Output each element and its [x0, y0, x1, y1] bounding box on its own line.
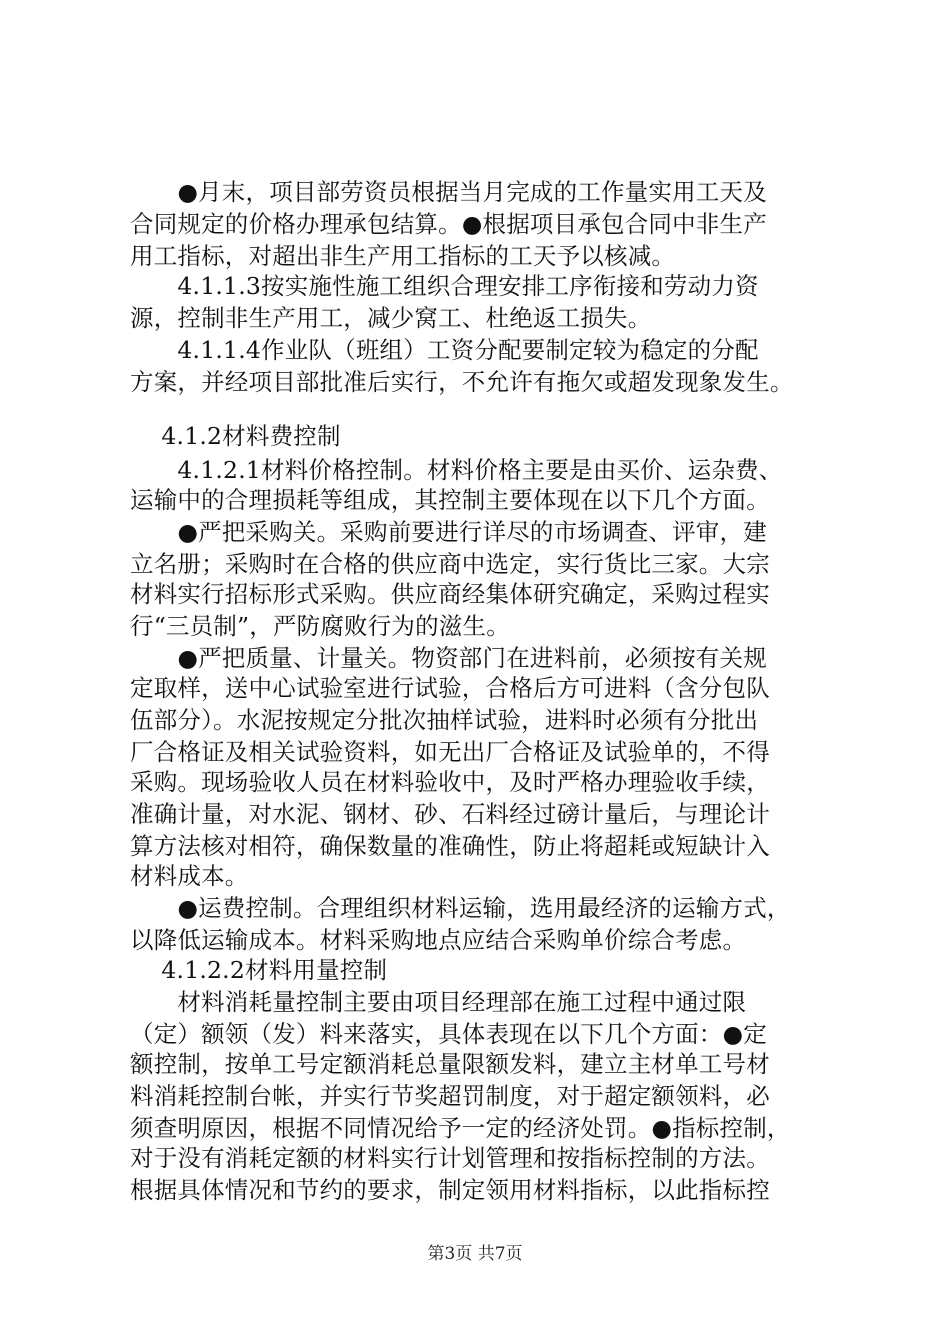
- text-line: 用工指标，对超出非生产用工指标的工天予以核减。: [130, 242, 676, 270]
- text-line: ●月末，项目部劳资员根据当月完成的工作量实用工天及: [130, 178, 767, 206]
- text-line: 采购。现场验收人员在材料验收中，及时严格办理验收手续，: [130, 768, 770, 796]
- text-line: 行“三员制”，严防腐败行为的滋生。: [130, 612, 510, 640]
- text-line: 根据具体情况和节约的要求，制定领用材料指标，以此指标控: [130, 1176, 770, 1204]
- text-line: ●严把采购关。采购前要进行详尽的市场调查、评审，建: [130, 518, 767, 546]
- text-line: 定取样，送中心试验室进行试验，合格后方可进料（含分包队: [130, 674, 770, 702]
- text-line: ●严把质量、计量关。物资部门在进料前，必须按有关规: [130, 644, 767, 672]
- text-line: 厂合格证及相关试验资料，如无出厂合格证及试验单的，不得: [130, 738, 770, 766]
- text-line: 额控制，按单工号定额消耗总量限额发料，建立主材单工号材: [130, 1050, 770, 1078]
- text-line: 材料实行招标形式采购。供应商经集体研究确定，采购过程实: [130, 580, 770, 608]
- section-heading: 4.1.2材料费控制: [130, 422, 341, 450]
- text-line: 运输中的合理损耗等组成，其控制主要体现在以下几个方面。: [130, 486, 770, 514]
- text-line: 伍部分）。水泥按规定分批次抽样试验，进料时必须有分批出: [130, 706, 759, 734]
- text-line: ●运费控制。合理组织材料运输，选用最经济的运输方式，: [130, 894, 791, 922]
- text-line: （定）额领（发）料来落实，具体表现在以下几个方面：●定: [130, 1020, 767, 1048]
- page-number-footer: 第3页 共7页: [427, 1244, 523, 1264]
- text-line: 以降低运输成本。材料采购地点应结合采购单价综合考虑。: [130, 926, 747, 954]
- text-line: 4.1.2.1材料价格控制。材料价格主要是由买价、运杂费、: [130, 456, 783, 484]
- text-line: 准确计量，对水泥、钢材、砂、石料经过磅计量后，与理论计: [130, 800, 770, 828]
- text-line: 源，控制非生产用工，减少窝工、杜绝返工损失。: [130, 304, 652, 332]
- text-line: 材料成本。: [130, 862, 249, 890]
- text-line: 合同规定的价格办理承包结算。●根据项目承包合同中非生产: [130, 210, 767, 238]
- text-line: 料消耗控制台帐，并实行节奖超罚制度，对于超定额领料，必: [130, 1082, 770, 1110]
- text-line: 算方法核对相符，确保数量的准确性，防止将超耗或短缺计入: [130, 832, 770, 860]
- text-line: 对于没有消耗定额的材料实行计划管理和按指标控制的方法。: [130, 1144, 770, 1172]
- text-line: 4.1.1.4作业队（班组）工资分配要制定较为稳定的分配: [130, 336, 759, 364]
- text-line: 4.1.1.3按实施性施工组织合理安排工序衔接和劳动力资: [130, 272, 759, 300]
- text-line: 方案，并经项目部批准后实行，不允许有拖欠或超发现象发生。: [130, 368, 794, 396]
- text-line: 材料消耗量控制主要由项目经理部在施工过程中通过限: [130, 988, 747, 1016]
- text-line: 立名册；采购时在合格的供应商中选定，实行货比三家。大宗: [130, 550, 770, 578]
- section-heading: 4.1.2.2材料用量控制: [130, 956, 388, 984]
- text-line: 须查明原因，根据不同情况给予一定的经济处罚。●指标控制，: [130, 1114, 791, 1142]
